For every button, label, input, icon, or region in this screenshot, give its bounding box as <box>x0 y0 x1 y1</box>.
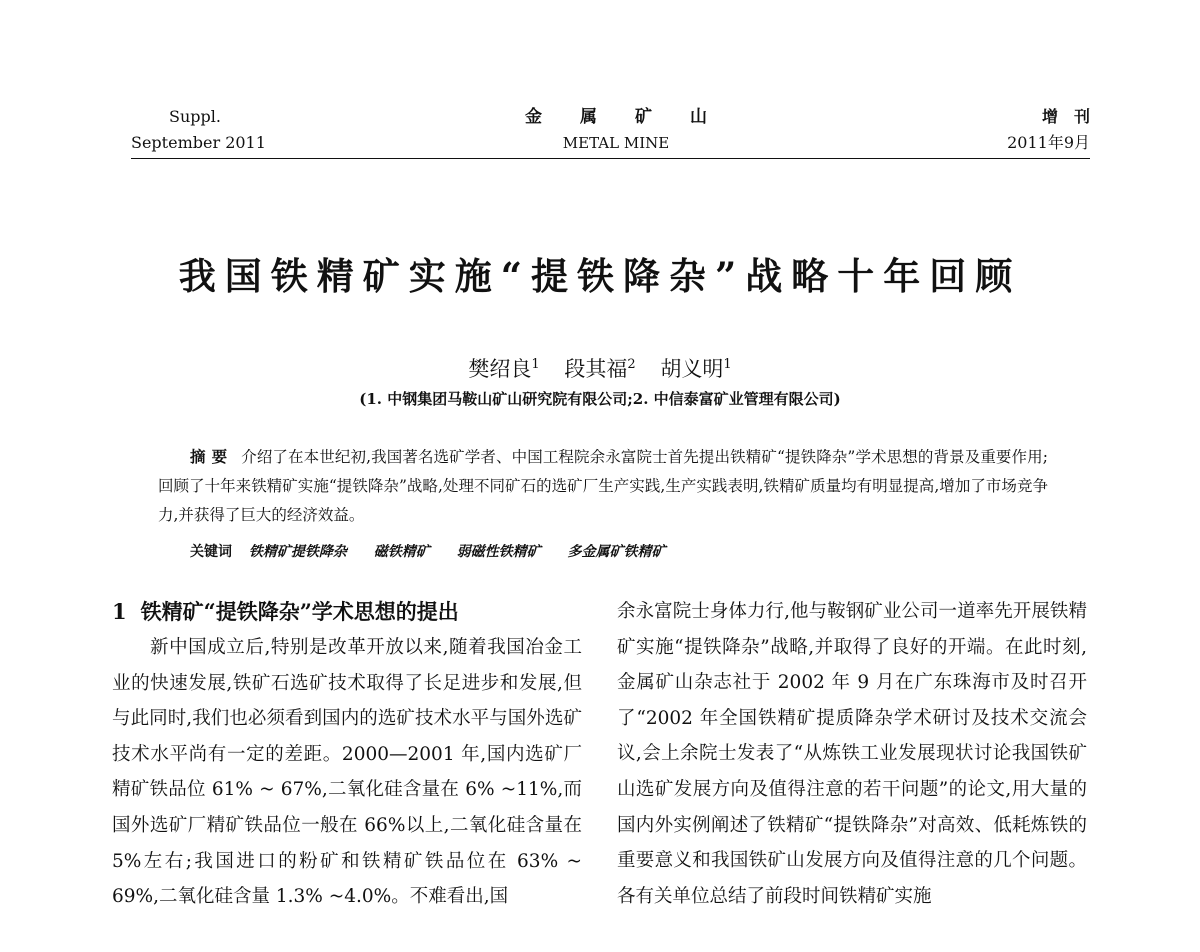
keyword: 铁精矿提铁降杂 <box>248 544 347 560</box>
header-date-en: September 2011 <box>131 133 266 152</box>
header-suppl: Suppl. <box>169 107 221 126</box>
keyword: 弱磁性铁精矿 <box>456 544 541 560</box>
body-column-left <box>112 594 582 915</box>
abstract <box>158 442 1048 530</box>
header-date-cn: 2011年9月 <box>1007 133 1090 152</box>
abstract-label: 摘要 <box>190 447 234 466</box>
header-supplement-cn: 增刊 <box>1041 107 1106 126</box>
paper-title: 我国铁精矿实施“提铁降杂”战略十年回顾 <box>178 254 1022 298</box>
header-right <box>1007 104 1106 156</box>
keyword: 磁铁精矿 <box>373 544 430 560</box>
section-number: 1 <box>112 599 127 624</box>
author: 段其福$^2$ <box>564 357 636 381</box>
journal-name-cn: 金属矿山 <box>525 107 745 127</box>
affiliations: (1. 中钢集团马鞍山矿山研究院有限公司;2. 中信泰富矿业管理有限公司) <box>359 390 841 408</box>
section-heading <box>112 594 582 630</box>
section-title: 铁精矿“提铁降杂”学术思想的提出 <box>140 599 459 624</box>
author: 樊绍良$^1$ <box>468 357 540 381</box>
author-list <box>0 350 1200 384</box>
keyword: 多金属矿铁精矿 <box>567 544 666 560</box>
body-paragraph: 余永富院士身体力行,他与鞍钢矿业公司一道率先开展铁精矿实施“提铁降杂”战略,并取得了良好的开端。在此时刻,金属矿山杂志社于 2002 年 9 月在广东珠海市及时召开了“2002 年全国铁精矿提质降杂学术研讨及技术交流会议,会上余院士发表了“从炼铁工业发展现状讨论我国铁矿山选矿发展方向及值得注意的若干问题”的论文,用大量的国内外实例阐述了铁精矿“提铁降杂”对高效、低耗炼铁的重要意义和我国铁矿山发展方向及值得注意的几个问题。各有关单位总结了前段时间铁精矿实施 <box>617 601 1087 907</box>
header-center <box>466 104 766 156</box>
abstract-text: 介绍了在本世纪初,我国著名选矿学者、中国工程院余永富院士首先提出铁精矿“提铁降杂”学术思想的背景及重要作用;回顾了十年来铁精矿实施“提铁降杂”战略,处理不同矿石的选矿厂生产实践,生产实践表明,铁精矿质量均有明显提高,增加了市场竞争力,并获得了巨大的经济效益。 <box>158 448 1048 524</box>
keywords-label: 关键词 <box>190 544 232 560</box>
keywords <box>190 539 688 565</box>
header-rule <box>131 158 1090 159</box>
header-left <box>131 104 266 156</box>
body-paragraph: 新中国成立后,特别是改革开放以来,随着我国冶金工业的快速发展,铁矿石选矿技术取得了长足进步和发展,但与此同时,我们也必须看到国内的选矿技术水平与国外选矿技术水平尚有一定的差距。2000—2001 年,国内选矿厂精矿铁品位 61% ~ 67%,二氧化硅含量在 6% ~11%,而国外选矿厂精矿铁品位一般在 66%以上,二氧化硅含量在 5%左右;我国进口的粉矿和铁精矿铁品位在 63% ~ 69%,二氧化硅含量 1.3% ~4.0%。不难看出,国 <box>112 637 582 908</box>
journal-name-en: METAL MINE <box>562 134 670 152</box>
running-header <box>131 104 1106 158</box>
body-column-right <box>617 594 1087 914</box>
author: 胡义明$^1$ <box>660 357 732 381</box>
